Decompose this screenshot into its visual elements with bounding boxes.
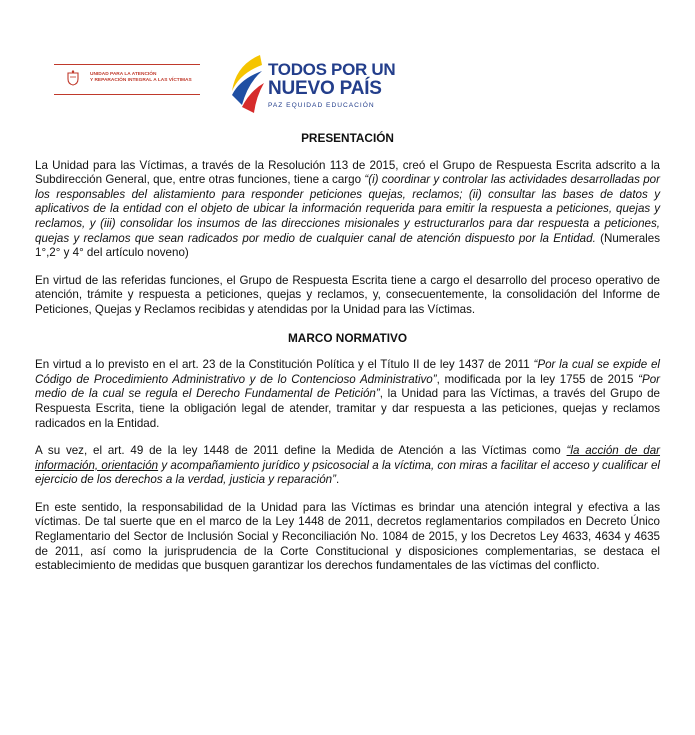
coat-of-arms-icon: [66, 70, 80, 86]
section-title-presentacion: PRESENTACIÓN: [301, 131, 394, 145]
text-run: , la Unidad para las Víctimas, a través del Grupo de Respuesta Escrita, tiene la obligación legal de atender, tramitar y dar respuesta a las peticiones, quejas y reclamos radicados en la Entidad.: [35, 387, 660, 430]
text-run: En virtud a lo previsto en el art. 23 de la Constitución Política y el Título II de ley 1437 de 2011: [35, 358, 534, 372]
victims-unit-name: [90, 72, 192, 84]
logo-rule-bottom: [54, 94, 200, 95]
slogan-line2: NUEVO PAÍS: [268, 78, 382, 99]
italic-quote: y acompañamiento jurídico y psicosocial a la víctima, con miras a facilitar el acceso y cualificar el ejercicio de los derechos a la verdad, justicia y reparación”: [35, 458, 660, 487]
marco-paragraph-2: [35, 444, 660, 488]
logo-rule-top: [54, 64, 200, 65]
marco-paragraph-3: En este sentido, la responsabilidad de la Unidad para las Víctimas es brindar una atención integral y efectiva a las víctimas. De tal suerte que en el marco de la Ley 1448 de 2011, decretos reglamentarios compilados en Decreto Único Reglamentario del Sector de Inclusión Social y Reconciliación No. 1084 de 2015, y los Decretos Ley 4633, 4634 y 4635 de 2011, así como la jurisprudencia de la Corte Constitucional y disposiciones complementarias, se destaca el establecimiento de medidas que busquen garantizar los derechos fundamentales de las víctimas del conflicto.: [35, 500, 660, 573]
text-run: A su vez, el art. 49 de la ley 1448 de 2011 define la Medida de Atención a las Víctimas como: [35, 444, 567, 458]
slogan-line1: TODOS POR UN: [268, 60, 396, 79]
italic-law-title: “Por la cual se expide el Código de Procedimiento Administrativo y de lo Contencioso Administrativo”: [35, 358, 660, 386]
marco-paragraph-1: [35, 358, 660, 431]
slogan-line3: PAZ EQUIDAD EDUCACIÓN: [268, 102, 375, 109]
document-header: [0, 0, 695, 120]
presentacion-paragraph-2: En virtud de las referidas funciones, el Grupo de Respuesta Escrita tiene a cargo el desarrollo del proceso operativo de atención, trámite y respuesta a peticiones, quejas y reclamos, y, consecuentemente, la consolidación del Informe de Peticiones, Quejas y Reclamos recibidas y atendidas por la Unidad para las Víctimas.: [35, 273, 660, 316]
document-body: [35, 131, 660, 587]
italic-quote: “(i) coordinar y controlar las actividades desarrolladas por los responsables del alistamiento para responder peticiones quejas, reclamos; (ii) consultar las bases de datos y aplicativos de la entidad con el objeto de ubicar la información requerida para emitir la respuesta a peticiones, quejas y reclamos, y (iii) consolidar los insumos de las direcciones misionales y estructurarlos para dar respuesta a peticiones, quejas y reclamos que sean radicados por medio de cualquier canal de atención dispuesto por la Entidad.: [35, 173, 660, 245]
victims-unit-line1: UNIDAD PARA LA ATENCIÓN: [90, 72, 157, 77]
text-run: .: [335, 473, 340, 487]
text-run: La Unidad para las Víctimas, a través de la Resolución 113 de 2015, creó el Grupo de Respuesta Escrita adscrito a la Subdirección General, que, entre otras funciones, tiene a cargo: [35, 158, 660, 187]
section-title-marco: MARCO NORMATIVO: [287, 330, 408, 345]
text-run: (Numerales 1°,2° y 4° del artículo noveno): [35, 231, 661, 260]
text-run: , modificada por la ley 1755 de 2015: [436, 372, 639, 386]
italic-law-title: “Por medio de la cual se regula el Derecho Fundamental de Petición”: [35, 372, 660, 401]
victims-unit-line2: Y REPARACIÓN INTEGRAL A LAS VÍCTIMAS: [90, 78, 192, 83]
underlined-quote: “la acción de dar información, orientación: [35, 444, 661, 472]
presentacion-paragraph-1: [35, 159, 660, 261]
